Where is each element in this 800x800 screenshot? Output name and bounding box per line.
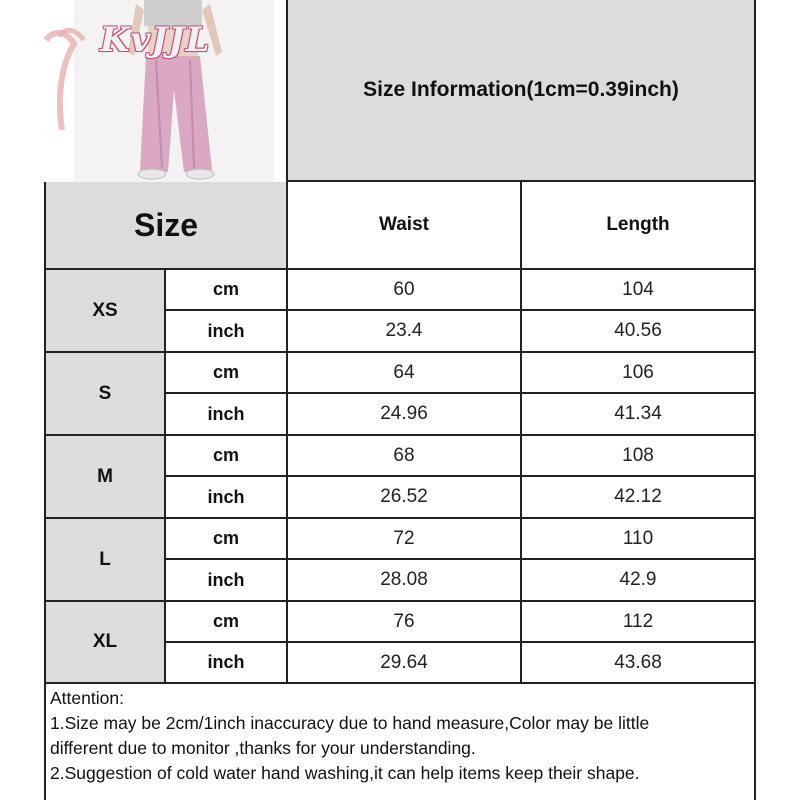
length-header: Length: [606, 214, 670, 235]
unit-label: inch: [207, 652, 245, 672]
length-value: 110: [622, 527, 654, 549]
table-cell: [522, 436, 754, 477]
table-cell: [522, 560, 754, 602]
waist-value: 60: [393, 278, 415, 300]
unit-cell: [166, 436, 288, 477]
length-value: 42.9: [619, 569, 657, 590]
table-cell: [522, 519, 754, 560]
unit-cell: [166, 560, 288, 602]
product-photo: [44, 0, 288, 182]
table-cell: [522, 311, 754, 353]
size-info-header: [288, 0, 756, 182]
attention-notes: [44, 684, 756, 800]
unit-label: cm: [212, 611, 239, 631]
size-header-cell: [46, 182, 288, 270]
unit-label: cm: [212, 528, 239, 548]
unit-cell: [166, 353, 288, 394]
table-cell: [288, 353, 522, 394]
table-cell: [522, 353, 754, 394]
size-label: XL: [92, 631, 118, 652]
size-info-title: Size Information(1cm=0.39inch): [363, 78, 679, 101]
waist-value: 24.96: [380, 403, 428, 424]
unit-label: inch: [207, 569, 245, 590]
unit-cell: [166, 519, 288, 560]
table-cell: [288, 270, 522, 311]
waist-header-cell: [288, 182, 522, 270]
table-cell: [288, 519, 522, 560]
length-value: 108: [622, 444, 654, 466]
unit-cell: [166, 477, 288, 519]
waist-value: 72: [393, 527, 415, 549]
size-cell-xl: [46, 602, 166, 682]
length-header-cell: [522, 182, 754, 270]
length-value: 106: [622, 361, 654, 383]
size-cell-s: [46, 353, 166, 436]
unit-label: cm: [212, 362, 239, 382]
table-cell: [288, 311, 522, 353]
table-cell: [522, 643, 754, 682]
waist-value: 76: [393, 610, 415, 632]
length-value: 41.34: [614, 403, 662, 424]
length-value: 112: [622, 610, 654, 632]
unit-cell: [166, 643, 288, 682]
notes-title: Attention:: [50, 688, 124, 708]
waist-header: Waist: [379, 214, 429, 235]
unit-label: inch: [207, 486, 245, 507]
size-label: XS: [92, 299, 118, 321]
table-cell: [522, 602, 754, 643]
table-cell: [522, 477, 754, 519]
unit-label: inch: [207, 320, 245, 341]
unit-label: cm: [212, 445, 239, 465]
waist-value: 64: [393, 361, 415, 383]
length-value: 43.68: [614, 651, 662, 673]
unit-label: inch: [207, 403, 245, 424]
size-cell-xs: [46, 270, 166, 353]
waist-value: 28.08: [380, 569, 428, 590]
notes-line: different due to monitor ,thanks for your understanding.: [50, 738, 476, 758]
unit-cell: [166, 394, 288, 436]
table-cell: [288, 643, 522, 682]
brand-watermark: KvJJL: [100, 20, 211, 60]
unit-cell: [166, 311, 288, 353]
table-cell: [288, 602, 522, 643]
unit-label: cm: [212, 279, 239, 299]
waist-value: 68: [393, 444, 415, 466]
unit-cell: [166, 602, 288, 643]
size-label: S: [98, 382, 112, 404]
size-header: Size: [133, 206, 199, 243]
size-label: L: [99, 548, 111, 570]
size-cell-m: [46, 436, 166, 519]
table-cell: [288, 436, 522, 477]
waist-value: 29.64: [380, 651, 428, 673]
table-cell: [288, 477, 522, 519]
unit-cell: [166, 270, 288, 311]
length-value: 42.12: [614, 486, 662, 507]
waist-value: 26.52: [380, 486, 428, 507]
table-cell: [522, 394, 754, 436]
table-cell: [522, 270, 754, 311]
notes-line: 1.Size may be 2cm/1inch inaccuracy due to hand measure,Color may be little: [50, 713, 650, 733]
length-value: 40.56: [614, 320, 662, 341]
waist-value: 23.4: [385, 320, 423, 341]
size-label: M: [97, 465, 113, 487]
size-cell-l: [46, 519, 166, 602]
size-table: [44, 182, 756, 684]
table-cell: [288, 560, 522, 602]
length-value: 104: [622, 278, 654, 300]
notes-line: 2.Suggestion of cold water hand washing,it can help items keep their shape.: [50, 763, 640, 783]
table-cell: [288, 394, 522, 436]
